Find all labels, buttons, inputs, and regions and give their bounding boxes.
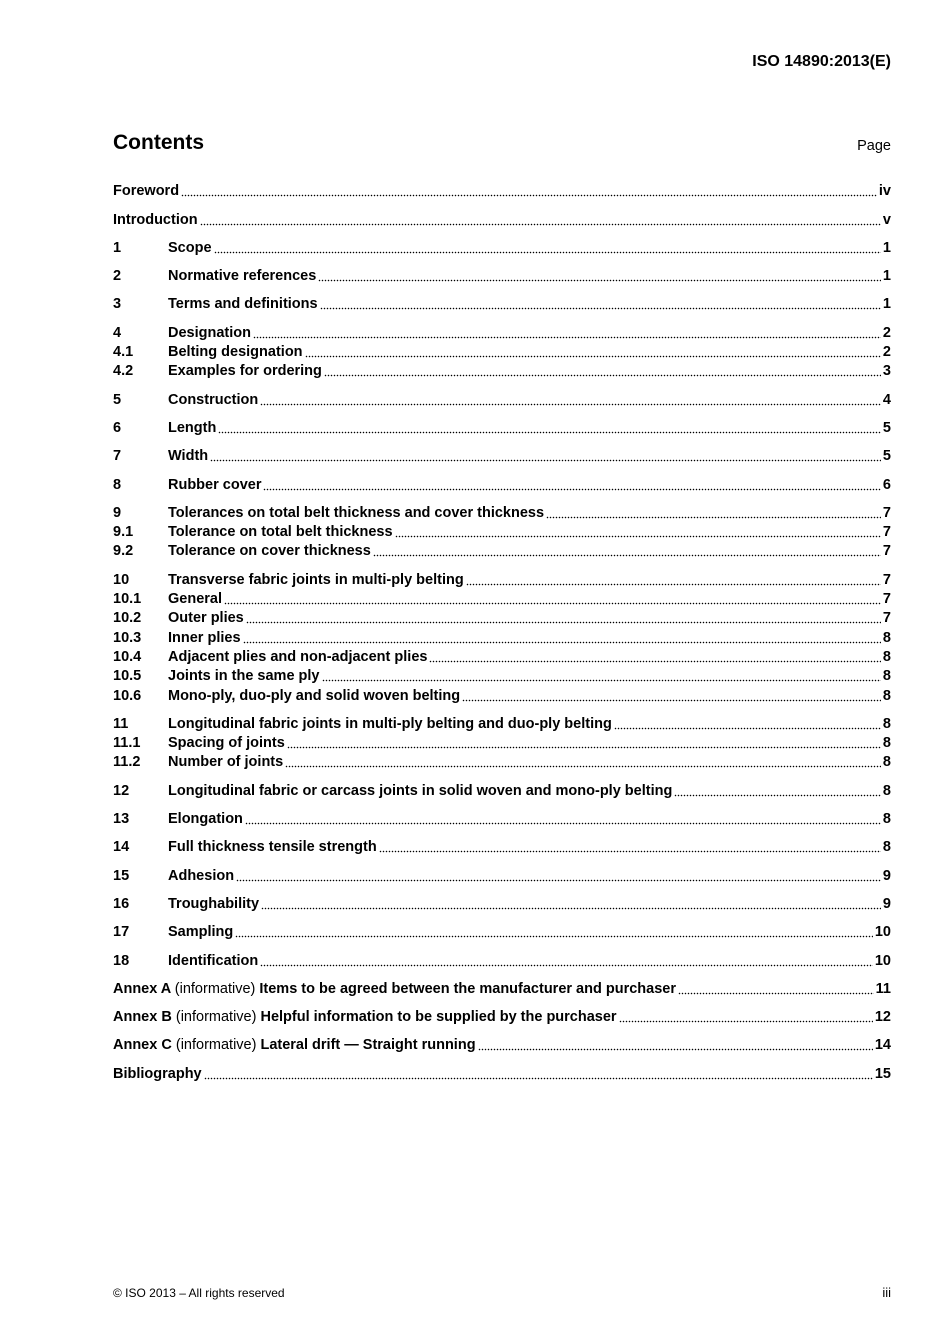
- toc-entry-title: Longitudinal fabric joints in multi-ply belting and duo-ply belting: [168, 715, 612, 732]
- toc-entry-title: Scope: [168, 239, 212, 256]
- toc-entry-page: 10: [874, 924, 891, 941]
- toc-entry-number: 13: [113, 811, 130, 828]
- toc-entry[interactable]: [113, 1036, 891, 1055]
- toc-entry[interactable]: [113, 590, 891, 609]
- dot-leader: [245, 822, 881, 825]
- toc-entry-number: 10.2: [113, 610, 142, 627]
- toc-entry[interactable]: [113, 734, 891, 753]
- toc-entry[interactable]: [113, 609, 891, 628]
- toc-entry-page: 7: [882, 571, 891, 588]
- toc-entry-number: 15: [113, 867, 130, 884]
- toc-entry-number: 18: [113, 952, 130, 969]
- toc-entry-number: 16: [113, 895, 130, 912]
- toc-entry[interactable]: [113, 182, 891, 201]
- toc-entry-number: 17: [113, 924, 130, 941]
- toc-entry-number: 4: [113, 324, 122, 341]
- toc-entry-title: Tolerance on total belt thickness: [168, 524, 393, 541]
- toc-entry-number: 5: [113, 391, 122, 408]
- toc-entry-title: Construction: [168, 391, 259, 408]
- toc-entry[interactable]: [113, 686, 891, 705]
- toc-entry-number: 10.3: [113, 629, 142, 646]
- toc-entry-page: 3: [882, 363, 891, 380]
- dot-leader: [478, 1048, 873, 1051]
- toc-entry-page: 8: [882, 735, 891, 752]
- toc-entry-title: Troughability: [168, 895, 260, 912]
- dot-leader: [373, 554, 881, 557]
- toc-entry[interactable]: [113, 1064, 891, 1083]
- annex-title: Helpful information to be supplied by the purchaser: [260, 1009, 617, 1026]
- toc-entry-number: 11: [113, 715, 129, 732]
- toc-entry-title: Rubber cover: [168, 476, 262, 493]
- toc-entry-page: 14: [874, 1037, 891, 1054]
- toc-entry-title: Outer plies: [168, 610, 244, 627]
- dot-leader: [614, 727, 881, 730]
- dot-leader: [214, 251, 881, 254]
- toc-entry-number: 10.1: [113, 591, 142, 608]
- toc-entry-page: 11: [875, 980, 891, 997]
- toc-entry-title: Tolerances on total belt thickness and cover thickness: [168, 504, 545, 521]
- document-id: ISO 14890:2013(E): [752, 53, 891, 70]
- toc-entry-number: 3: [113, 296, 122, 313]
- toc-entry-title: Adjacent plies and non-adjacent plies: [168, 648, 428, 665]
- toc-entry-number: 11.2: [113, 754, 141, 771]
- toc-entry-page: 7: [882, 524, 891, 541]
- toc-entry-title: Introduction: [113, 211, 198, 228]
- dot-leader: [224, 602, 881, 605]
- toc-entry-title: Length: [168, 419, 217, 436]
- dot-leader: [429, 660, 880, 663]
- toc-entry-title: Joints in the same ply: [168, 668, 320, 685]
- toc-entry-page: 8: [882, 715, 891, 732]
- toc-entry[interactable]: [113, 1008, 891, 1027]
- toc-entry-number: 10: [113, 571, 130, 588]
- dot-leader: [200, 223, 881, 226]
- dot-leader: [619, 1020, 873, 1023]
- annex-label: Annex C: [113, 1037, 172, 1054]
- toc-entry-page: 2: [882, 324, 891, 341]
- dot-leader: [546, 516, 881, 519]
- toc-entry[interactable]: [113, 715, 891, 734]
- toc-entry-title: Full thickness tensile strength: [168, 839, 377, 856]
- toc-entry-page: 9: [882, 867, 891, 884]
- toc-entry-page: iv: [878, 183, 891, 200]
- toc-entry[interactable]: [113, 447, 891, 466]
- toc-entry-title: Identification: [168, 952, 259, 969]
- dot-leader: [462, 699, 881, 702]
- toc-entry-number: 7: [113, 448, 122, 465]
- dot-leader: [204, 1077, 873, 1080]
- toc-entry-number: 10.4: [113, 648, 142, 665]
- toc-entry-page: 1: [882, 296, 891, 313]
- dot-leader: [395, 535, 881, 538]
- toc-entry-title: Number of joints: [168, 754, 284, 771]
- toc-entry-page: 1: [882, 239, 891, 256]
- toc-entry[interactable]: [113, 390, 891, 409]
- toc-entry-page: 4: [882, 391, 891, 408]
- toc-entry[interactable]: [113, 239, 891, 258]
- toc-entry-title: Spacing of joints: [168, 735, 285, 752]
- toc-entry-number: 6: [113, 419, 122, 436]
- toc-entry-number: 4.2: [113, 363, 134, 380]
- toc-entry[interactable]: [113, 210, 891, 229]
- dot-leader: [466, 583, 881, 586]
- toc-entry-title: Mono-ply, duo-ply and solid woven belting: [168, 687, 461, 704]
- toc-entry-page: 7: [882, 610, 891, 627]
- toc-entry-number: 14: [113, 839, 130, 856]
- toc-entry[interactable]: [113, 628, 891, 647]
- toc-entry-number: 4.1: [113, 344, 134, 361]
- toc-entry-title: Bibliography: [113, 1065, 202, 1082]
- table-of-contents: [113, 182, 891, 1084]
- dot-leader: [324, 374, 881, 377]
- toc-entry-page: 5: [882, 448, 891, 465]
- toc-entry-title: [113, 980, 676, 999]
- toc-entry-number: 9: [113, 504, 122, 521]
- toc-entry-page: 6: [882, 476, 891, 493]
- toc-entry-page: 8: [882, 668, 891, 685]
- toc-entry-page: 5: [882, 419, 891, 436]
- dot-leader: [253, 336, 881, 339]
- toc-entry-title: [113, 1008, 617, 1027]
- toc-entry[interactable]: [113, 866, 891, 885]
- toc-entry-page: 12: [874, 1009, 891, 1026]
- toc-entry-page: 7: [882, 543, 891, 560]
- toc-entry-number: 2: [113, 268, 122, 285]
- toc-entry[interactable]: [113, 923, 891, 942]
- toc-entry[interactable]: [113, 980, 891, 999]
- dot-leader: [218, 431, 881, 434]
- toc-entry-title: Examples for ordering: [168, 363, 322, 380]
- toc-entry-page: 2: [882, 344, 891, 361]
- toc-entry-page: 10: [874, 952, 891, 969]
- toc-entry[interactable]: [113, 475, 891, 494]
- toc-entry[interactable]: [113, 267, 891, 286]
- toc-entry-page: 7: [882, 591, 891, 608]
- toc-entry-number: 10.6: [113, 687, 142, 704]
- toc-entry-number: 9.1: [113, 524, 134, 541]
- toc-entry[interactable]: [113, 648, 891, 667]
- toc-entry[interactable]: [113, 951, 891, 970]
- toc-entry-number: 10.5: [113, 668, 142, 685]
- annex-title: Lateral drift — Straight running: [260, 1037, 476, 1054]
- toc-entry-page: 9: [882, 895, 891, 912]
- dot-leader: [243, 641, 881, 644]
- dot-leader: [305, 355, 881, 358]
- toc-entry[interactable]: [113, 781, 891, 800]
- dot-leader: [263, 488, 880, 491]
- toc-entry-title: Transverse fabric joints in multi-ply belting: [168, 571, 464, 588]
- toc-entry-title: Terms and definitions: [168, 296, 318, 313]
- toc-entry-title: Elongation: [168, 811, 243, 828]
- footer-copyright: © ISO 2013 – All rights reserved: [113, 1286, 285, 1300]
- page-column-label: Page: [857, 138, 891, 154]
- toc-entry-title: General: [168, 591, 222, 608]
- toc-entry-number: 11.1: [113, 735, 141, 752]
- dot-leader: [181, 194, 877, 197]
- toc-entry[interactable]: [113, 323, 891, 342]
- toc-entry[interactable]: [113, 295, 891, 314]
- annex-note: (informative): [174, 980, 256, 997]
- toc-entry-page: 8: [882, 754, 891, 771]
- dot-leader: [246, 621, 881, 624]
- toc-entry[interactable]: [113, 570, 891, 589]
- toc-entry[interactable]: [113, 504, 891, 523]
- toc-entry[interactable]: [113, 419, 891, 438]
- toc-entry-page: 8: [882, 648, 891, 665]
- toc-entry[interactable]: [113, 362, 891, 381]
- dot-leader: [235, 935, 873, 938]
- toc-entry-title: Sampling: [168, 924, 234, 941]
- dot-leader: [210, 459, 881, 462]
- toc-entry[interactable]: [113, 895, 891, 914]
- toc-entry[interactable]: [113, 542, 891, 561]
- dot-leader: [285, 765, 881, 768]
- toc-entry-title: Longitudinal fabric or carcass joints in solid woven and mono-ply belting: [168, 782, 673, 799]
- toc-entry-page: 7: [882, 504, 891, 521]
- toc-entry-title: [113, 1036, 476, 1055]
- toc-entry-title: Width: [168, 448, 209, 465]
- toc-entry-title: Foreword: [113, 183, 180, 200]
- annex-label: Annex B: [113, 1009, 172, 1026]
- toc-entry[interactable]: [113, 343, 891, 362]
- toc-entry-number: 9.2: [113, 543, 134, 560]
- toc-entry[interactable]: [113, 810, 891, 829]
- annex-note: (informative): [175, 1009, 257, 1026]
- toc-entry-title: Inner plies: [168, 629, 241, 646]
- dot-leader: [322, 679, 881, 682]
- toc-entry-number: 12: [113, 782, 130, 799]
- dot-leader: [379, 850, 881, 853]
- dot-leader: [674, 794, 881, 797]
- toc-entry-title: Designation: [168, 324, 251, 341]
- toc-entry-page: v: [882, 211, 891, 228]
- dot-leader: [320, 307, 881, 310]
- toc-entry[interactable]: [113, 753, 891, 772]
- dot-leader: [318, 279, 881, 282]
- toc-entry-number: 8: [113, 476, 122, 493]
- toc-entry[interactable]: [113, 667, 891, 686]
- dot-leader: [261, 907, 881, 910]
- footer-page-number: iii: [882, 1285, 891, 1300]
- annex-title: Items to be agreed between the manufacturer and purchaser: [259, 980, 676, 997]
- toc-entry-page: 1: [882, 268, 891, 285]
- toc-entry-number: 1: [113, 239, 122, 256]
- toc-entry-title: Adhesion: [168, 867, 235, 884]
- dot-leader: [260, 403, 881, 406]
- toc-entry[interactable]: [113, 838, 891, 857]
- toc-entry-title: Belting designation: [168, 344, 303, 361]
- toc-entry[interactable]: [113, 523, 891, 542]
- toc-entry-page: 15: [874, 1065, 891, 1082]
- dot-leader: [236, 879, 881, 882]
- toc-entry-title: Normative references: [168, 268, 317, 285]
- toc-entry-page: 8: [882, 782, 891, 799]
- toc-entry-page: 8: [882, 687, 891, 704]
- dot-leader: [678, 992, 874, 995]
- toc-entry-title: Tolerance on cover thickness: [168, 543, 371, 560]
- contents-heading: Contents: [113, 131, 204, 154]
- toc-entry-page: 8: [882, 811, 891, 828]
- annex-label: Annex A: [113, 980, 171, 997]
- annex-note: (informative): [175, 1037, 257, 1054]
- toc-entry-page: 8: [882, 839, 891, 856]
- dot-leader: [260, 964, 873, 967]
- dot-leader: [287, 746, 881, 749]
- toc-entry-page: 8: [882, 629, 891, 646]
